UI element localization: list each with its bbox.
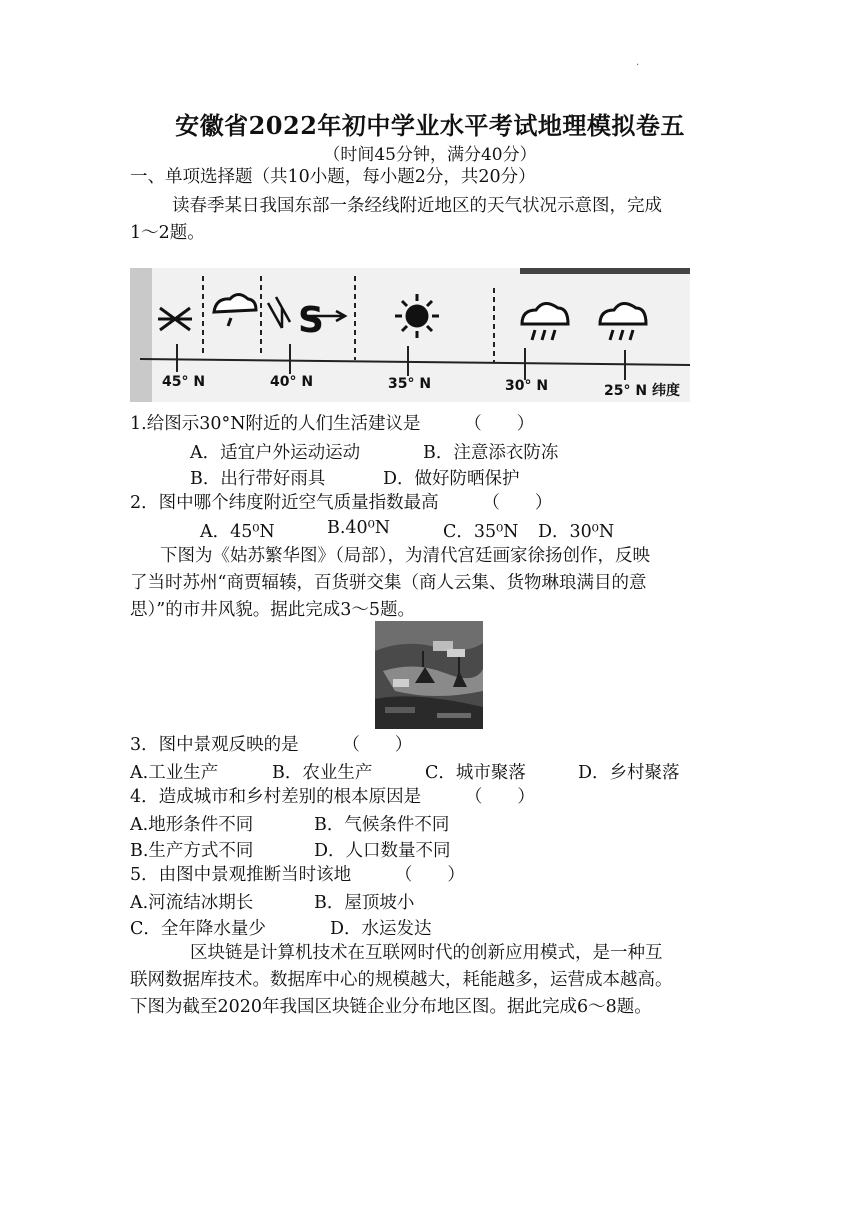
cropped-text-fragment [520,268,690,274]
question-2-stem: 2．图中哪个纬度附近空气质量指数最高 （ ） [130,493,553,513]
q5-option-c: C．全年降水量少 [130,919,266,939]
passage-line: 下图为截至2020年我国区块链企业分布地区图。据此完成6～8题。 [130,997,652,1017]
q2-option-c: C．35⁰N [443,522,519,542]
page-title: 安徽省2022年初中学业水平考试地理模拟卷五 [175,111,685,140]
svg-text:S: S [298,300,324,341]
gusu-painting-image [375,621,483,729]
wind-icon [268,297,290,328]
rain-icon [522,303,568,340]
q4-option-d: D．人口数量不同 [314,841,451,861]
corner-mark: · [636,60,640,71]
passage-line: 区块链是计算机技术在互联网时代的创新应用模式，是一种互 [190,943,663,963]
latitude-label: 30° N [505,378,549,394]
q2-option-a: A．45⁰N [200,522,275,542]
intro-text-line: 1～2题。 [130,223,205,243]
q1-option-d: D．做好防晒保护 [383,469,520,489]
q1-option-c: B．出行带好雨具 [190,469,326,489]
latitude-label: 45° N [162,374,206,390]
latitude-label: 35° N [388,376,432,392]
latitude-label: 25° N 纬度 [604,383,680,399]
latitude-label: 40° N [270,374,314,390]
q4-option-c: B.生产方式不同 [130,841,254,861]
q3-option-c: C．城市聚落 [425,763,526,783]
q1-option-a: A．适宜户外运动运动 [190,443,361,463]
sun-icon [395,294,439,338]
cloud-drizzle-icon [214,295,256,327]
latitude-axis [140,359,690,365]
passage-line: 下图为《姑苏繁华图》（局部），为清代宫廷画家徐扬创作，反映 [160,546,650,566]
rain-icon [600,303,646,340]
scan-smudge [130,268,152,402]
q3-option-a: A.工业生产 [130,763,219,783]
q4-option-a: A.地形条件不同 [130,815,254,835]
q1-option-b: B．注意添衣防冻 [423,443,559,463]
snow-icon [158,308,192,330]
q5-option-d: D．水运发达 [330,919,432,939]
q5-option-a: A.河流结冰期长 [130,893,254,913]
q4-option-b: B．气候条件不同 [314,815,450,835]
intro-text-line: 读春季某日我国东部一条经线附近地区的天气状况示意图，完成 [172,196,662,216]
passage-line: 联网数据库技术。数据库中心的规模越大，耗能越多，运营成本越高。 [130,970,673,990]
q3-option-b: B．农业生产 [272,763,373,783]
question-5-stem: 5．由图中景观推断当时该地 （ ） [130,865,465,885]
exam-time-note: （时间45分钟，满分40分） [323,145,537,165]
passage-line: 了当时苏州“商贾辐辏，百货骈交集（商人云集、货物琳琅满目的意 [130,573,647,593]
section-heading: 一、单项选择题（共10小题，每小题2分，共20分） [130,167,536,187]
question-3-stem: 3．图中景观反映的是 （ ） [130,735,413,755]
q2-option-b: B.40⁰N [327,518,391,538]
passage-line: 思）”的市井风貌。据此完成3～5题。 [130,600,415,620]
question-4-stem: 4．造成城市和乡村差别的根本原因是 （ ） [130,787,535,807]
weather-diagram [130,268,690,402]
q5-option-b: B．屋顶坡小 [314,893,415,913]
sandstorm-icon [298,300,345,341]
question-1-stem: 1.给图示30°N附近的人们生活建议是 （ ） [130,414,535,434]
q3-option-d: D．乡村聚落 [578,763,680,783]
q2-option-d: D．30⁰N [538,522,615,542]
